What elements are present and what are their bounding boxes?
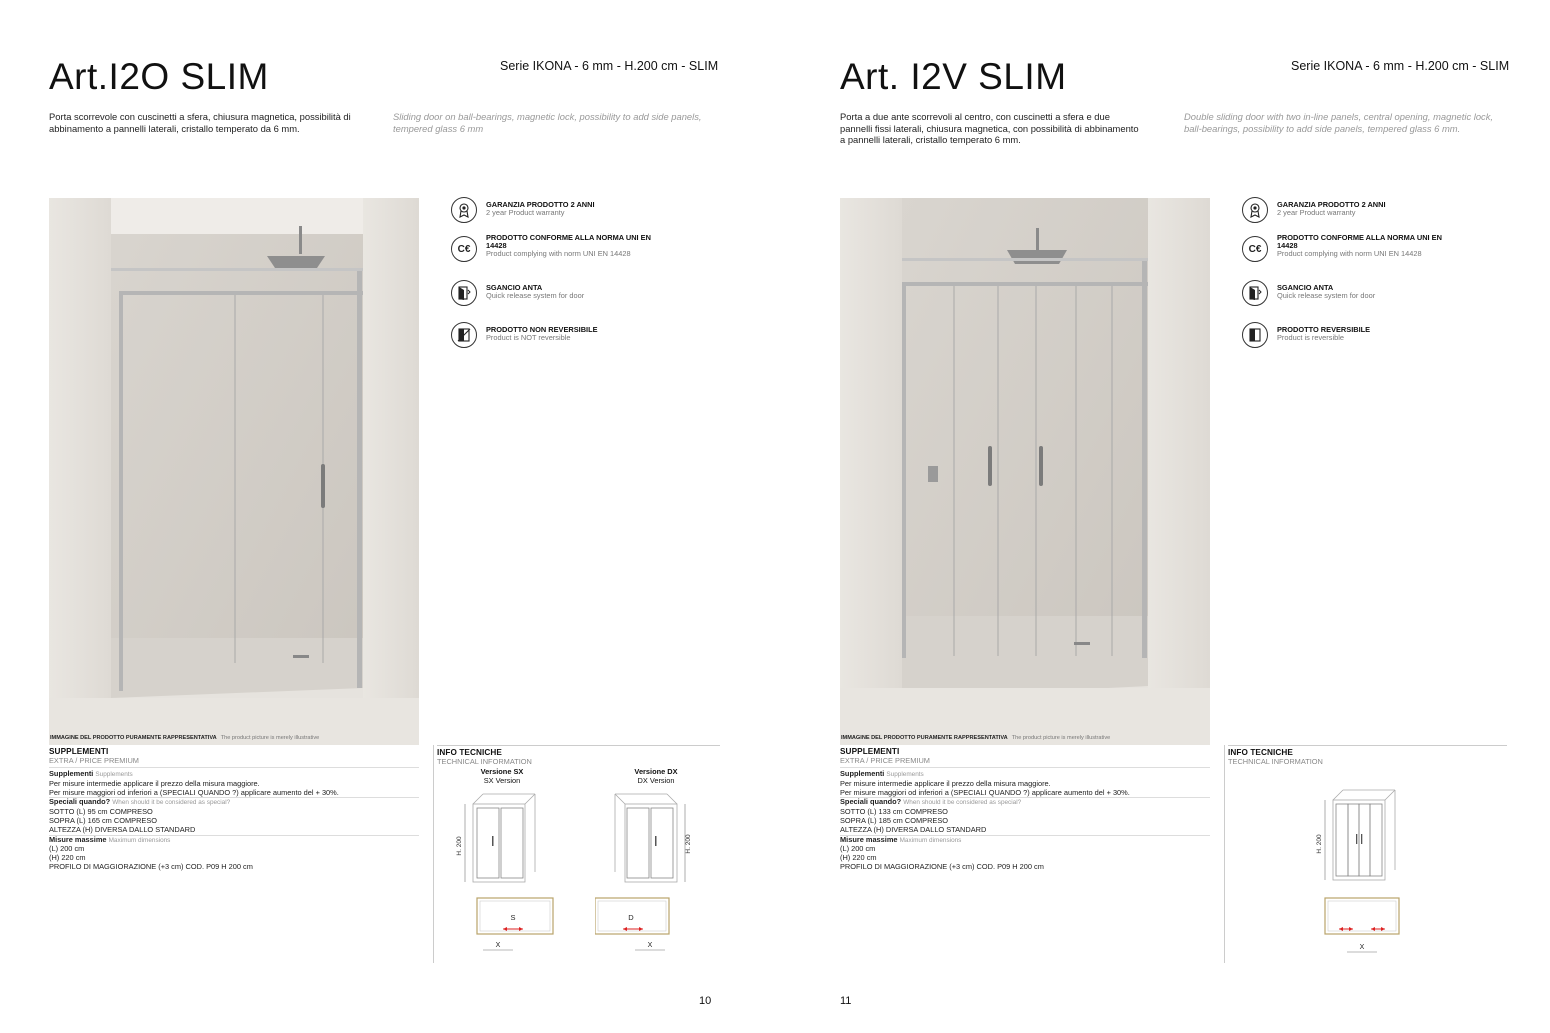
info-heading: INFO TECNICHE [1228, 748, 1293, 757]
plan-x-label: X [647, 942, 653, 949]
feature-subtitle: Quick release system for door [1277, 291, 1376, 301]
feature-subtitle: 2 year Product warranty [486, 208, 565, 218]
feature-title: PRODOTTO NON REVERSIBILE [486, 325, 598, 334]
feature-warranty [451, 197, 691, 230]
version-sx-label [462, 768, 542, 785]
max-line: (H) 220 cm [840, 853, 877, 863]
feature-reversibility [451, 322, 691, 352]
special-line: SOTTO (L) 95 cm COMPRESO [49, 807, 153, 817]
right-page [775, 0, 1550, 1033]
info-subheading: TECHNICAL INFORMATION [437, 757, 532, 766]
caption-english: The product picture is merely illustrative [1011, 735, 1111, 741]
supplements-label-en: Supplements [95, 771, 133, 778]
feature-title: PRODOTTO CONFORME ALLA NORMA UNI EN 14428 [486, 233, 651, 251]
feature-warranty [1242, 197, 1482, 230]
supplements-label: Supplementi [49, 769, 94, 778]
supplements-line: Per misure intermedie applicare il prezzo della misura maggiore. [49, 778, 260, 788]
special-line: SOPRA (L) 185 cm COMPRESO [840, 815, 949, 825]
feature-subtitle: Product complying with norm UNI EN 14428 [1277, 249, 1422, 259]
info-divider [1224, 745, 1225, 963]
feature-subtitle: Product complying with norm UNI EN 14428 [486, 249, 631, 259]
supplements-subheading: EXTRA / PRICE PREMIUM [49, 756, 419, 768]
special-line: ALTEZZA (H) DIVERSA DALLO STANDARD [840, 826, 1210, 836]
product-series: Serie IKONA - 6 mm - H.200 cm - SLIM [500, 59, 719, 73]
plan-d-label: D [628, 913, 634, 922]
special-line: SOPRA (L) 165 cm COMPRESO [49, 815, 158, 825]
non-reversible-icon [451, 322, 477, 348]
technical-info-section [1228, 745, 1507, 770]
caption-italian: IMMAGINE DEL PRODOTTO PURAMENTE RAPPRESENTATIVA [50, 735, 217, 741]
feature-title: SGANCIO ANTA [1277, 283, 1334, 292]
plan-x-label: X [1359, 944, 1365, 951]
version-sx-subtitle: SX Version [483, 775, 521, 785]
feature-quick-release [1242, 280, 1482, 322]
plan-x-label: X [495, 942, 501, 949]
page-number: 11 [840, 995, 852, 1007]
max-dimensions-label-en: Maximum dimensions [108, 836, 171, 844]
special-label: Speciali quando? [840, 797, 902, 807]
photo-caption [841, 735, 1110, 741]
version-dx-title: Versione DX [634, 767, 678, 776]
photo-caption [50, 735, 319, 741]
feature-norm [451, 230, 691, 280]
feature-subtitle: Product is reversible [1277, 333, 1344, 343]
door-release-icon [1242, 280, 1268, 306]
caption-italian: IMMAGINE DEL PRODOTTO PURAMENTE RAPPRESENTATIVA [841, 735, 1008, 741]
feature-list [451, 197, 691, 352]
height-label: H. 200 [1316, 834, 1323, 854]
max-dimensions-label-en: Maximum dimensions [899, 836, 962, 844]
supplements-label-en: Supplements [886, 771, 924, 778]
max-dimensions-label: Misure massime [49, 834, 107, 844]
info-subheading: TECHNICAL INFORMATION [1228, 757, 1323, 766]
version-dx-subtitle: DX Version [637, 775, 675, 785]
medal-icon [451, 197, 477, 223]
description-english: Double sliding door with two in-line panels, central opening, magnetic lock, ball-bearings, possibility to add side panels, tempered glass 6 mm. [1184, 111, 1494, 134]
page-number: 10 [699, 995, 712, 1007]
medal-icon [1242, 197, 1268, 223]
max-dimensions-label: Misure massime [840, 834, 898, 844]
description-italian: Porta scorrevole con cuscinetti a sfera, chiusura magnetica, possibilità di abbinamento a pannelli laterali, cristallo temperato da 6 mm. [49, 111, 351, 134]
feature-quick-release [451, 280, 691, 322]
diagram-sx [455, 786, 555, 956]
supplements-line: Per misure maggiori od inferiori a (SPECIALI QUANDO ?) applicare aumento del + 30%. [49, 789, 419, 799]
product-photo [840, 198, 1210, 745]
plan-s-label: S [510, 913, 516, 922]
special-label-en: When should it be considered as special? [903, 799, 1022, 807]
supplements-label: Supplementi [840, 769, 885, 778]
special-label-en: When should it be considered as special? [112, 799, 231, 807]
max-line: (H) 220 cm [49, 853, 86, 863]
ce-mark-icon: C€ [1242, 236, 1268, 262]
feature-subtitle: Quick release system for door [486, 291, 585, 301]
feature-title: PRODOTTO CONFORME ALLA NORMA UNI EN 14428 [1277, 233, 1442, 251]
max-line: (L) 200 cm [49, 844, 85, 854]
feature-title: SGANCIO ANTA [486, 283, 543, 292]
caption-english: The product picture is merely illustrative [220, 735, 320, 741]
height-label: H. 200 [685, 834, 692, 854]
info-heading: INFO TECNICHE [437, 748, 502, 757]
max-line: (L) 200 cm [840, 844, 876, 854]
description-english: Sliding door on ball-bearings, magnetic lock, possibility to add side panels, tempered glass 6 mm [393, 111, 702, 134]
product-title: Art. I2V SLIM [840, 56, 1067, 97]
supplements-heading: SUPPLEMENTI [840, 747, 900, 756]
reversible-icon [1242, 322, 1268, 348]
version-sx-title: Versione SX [480, 767, 524, 776]
feature-title: PRODOTTO REVERSIBILE [1277, 325, 1371, 334]
diagram-dx [595, 786, 705, 956]
feature-subtitle: Product is NOT reversible [486, 333, 571, 343]
product-series: Serie IKONA - 6 mm - H.200 cm - SLIM [1291, 59, 1510, 73]
supplements-section [49, 747, 419, 872]
product-photo [49, 198, 419, 745]
supplements-line: Per misure intermedie applicare il prezzo della misura maggiore. [840, 778, 1051, 788]
feature-subtitle: 2 year Product warranty [1277, 208, 1356, 218]
supplements-section [840, 747, 1210, 872]
height-label: H. 200 [456, 836, 463, 856]
feature-reversibility [1242, 322, 1482, 352]
door-release-icon [451, 280, 477, 306]
ce-mark-icon: C€ [451, 236, 477, 262]
feature-list [1242, 197, 1482, 352]
supplements-heading: SUPPLEMENTI [49, 747, 109, 756]
diagram-i2v [1315, 782, 1415, 958]
feature-norm [1242, 230, 1482, 280]
info-divider [433, 745, 434, 963]
special-line: SOTTO (L) 133 cm COMPRESO [840, 807, 948, 817]
supplements-subheading: EXTRA / PRICE PREMIUM [840, 756, 1210, 768]
version-dx-label [616, 768, 696, 785]
max-line: PROFILO DI MAGGIORAZIONE (+3 cm) COD. P09 H 200 cm [49, 861, 253, 871]
max-line: PROFILO DI MAGGIORAZIONE (+3 cm) COD. P09 H 200 cm [840, 861, 1044, 871]
supplements-line: Per misure maggiori od inferiori a (SPECIALI QUANDO ?) applicare aumento del + 30%. [840, 789, 1210, 799]
description-italian: Porta a due ante scorrevoli al centro, con cuscinetti a sfera e due pannelli fissi laterali, chiusura magnetica, con possibilità di abbinamento a pannelli laterali, cristallo temperato 6 mm. [840, 111, 1139, 145]
feature-title: GARANZIA PRODOTTO 2 ANNI [486, 200, 595, 209]
special-label: Speciali quando? [49, 797, 111, 807]
feature-title: GARANZIA PRODOTTO 2 ANNI [1277, 200, 1386, 209]
product-title: Art.I2O SLIM [49, 56, 269, 97]
special-line: ALTEZZA (H) DIVERSA DALLO STANDARD [49, 826, 419, 836]
